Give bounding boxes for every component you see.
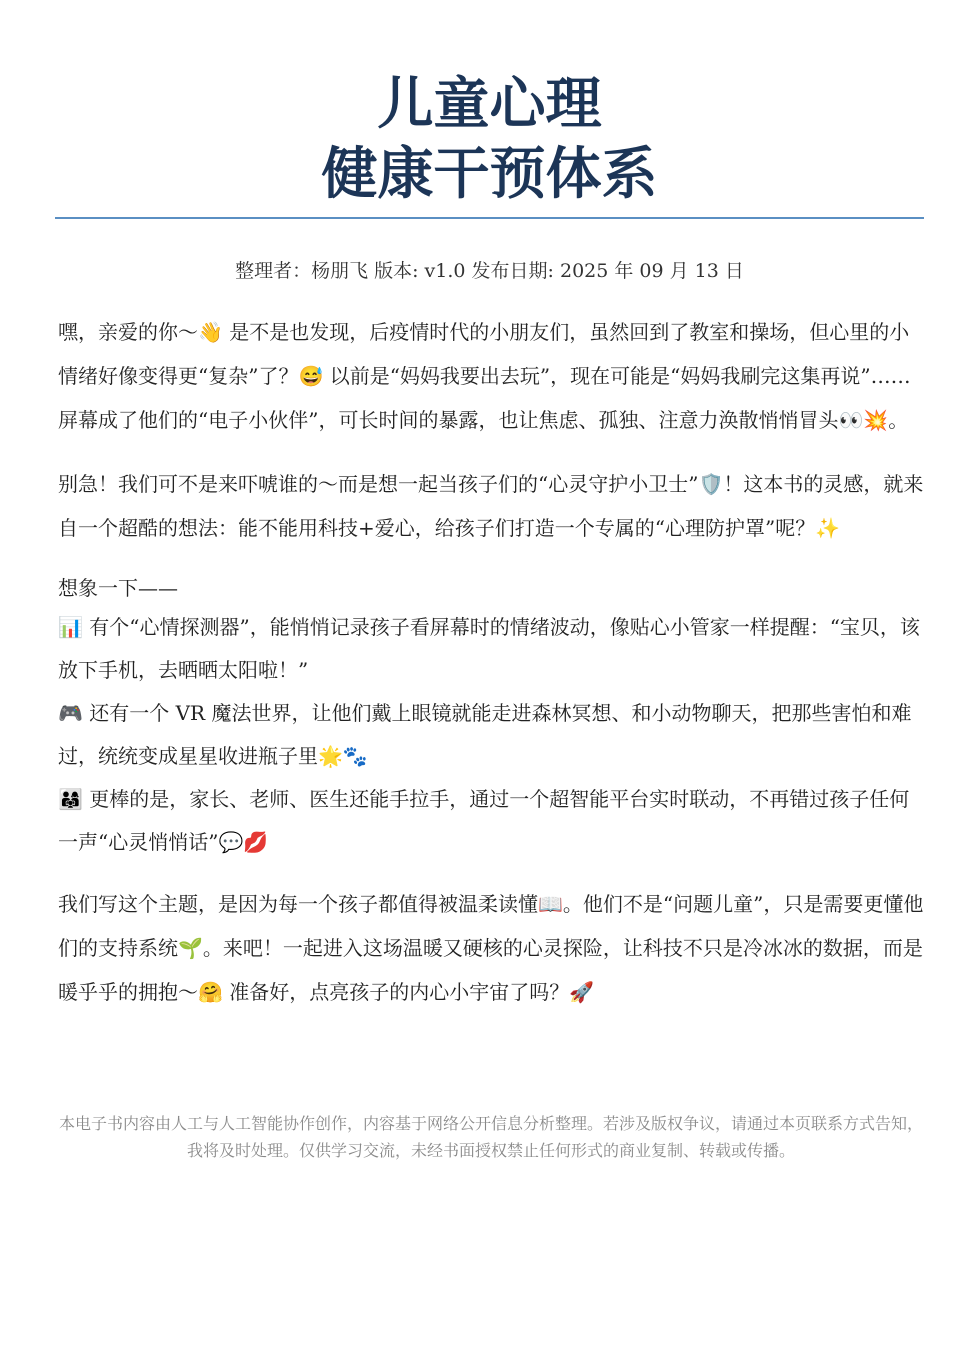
document-meta: 整理者：杨朋飞 版本: v1.0 发布日期: 2025 年 09 月 13 日	[235, 260, 744, 282]
title-divider	[55, 217, 924, 219]
document-title	[0, 70, 979, 210]
paragraph-intro: 嘿，亲爱的你～👋 是不是也发现，后疫情时代的小朋友们，虽然回到了教室和操场，但心里的小情绪好像变得更“复杂”了？😅 以前是“妈妈我要出去玩”，现在可能是“妈妈我刷完这集再说”……屏幕成了他们的“电子小伙伴”，可长时间的暴露，也让焦虑、孤独、注意力涣散悄悄冒头👀💥。	[58, 320, 911, 432]
paragraph-inspiration: 别急！我们可不是来吓唬谁的～而是想一起当孩子们的“心灵守护小卫士”🛡️！这本书的灵感，就来自一个超酷的想法：能不能用科技+爱心，给孩子们打造一个专属的“心理防护罩”呢？✨	[58, 472, 924, 540]
paragraph-purpose: 我们写这个主题，是因为每一个孩子都值得被温柔读懂📖。他们不是“问题儿童”，只是需要更懂他们的支持系统🌱。来吧！一起进入这场温暖又硬核的心灵探险，让科技不只是冷冰冰的数据，而是暖乎乎的拥抱～🤗 准备好，点亮孩子的内心小宇宙了吗？🚀	[58, 892, 924, 1004]
paragraph-imagine	[58, 570, 924, 864]
imagine-intro: 想象一下——	[58, 576, 178, 600]
document-body	[58, 310, 924, 1034]
feature-mood-detector: 📊 有个“心情探测器”，能悄悄记录孩子看屏幕时的情绪波动，像贴心小管家一样提醒：“宝贝，该放下手机，去晒晒太阳啦！”	[58, 615, 920, 682]
title-line-1: 儿童心理	[377, 72, 602, 137]
feature-vr-world: 🎮 还有一个 VR 魔法世界，让他们戴上眼镜就能走进森林冥想、和小动物聊天，把那些害怕和难过，统统变成星星收进瓶子里🌟🐾	[58, 701, 912, 768]
feature-collaboration-platform: 👨‍👩‍👧 更棒的是，家长、老师、医生还能手拉手，通过一个超智能平台实时联动，不再错过孩子任何一声“心灵悄悄话”💬💋	[58, 787, 910, 854]
copyright-notice: 本电子书内容由人工与人工智能协作创作，内容基于网络公开信息分析整理。若涉及版权争议，请通过本页联系方式告知，我将及时处理。仅供学习交流，未经书面授权禁止任何形式的商业复制、转载或传播。	[58, 1114, 923, 1160]
title-line-2: 健康干预体系	[321, 142, 658, 207]
